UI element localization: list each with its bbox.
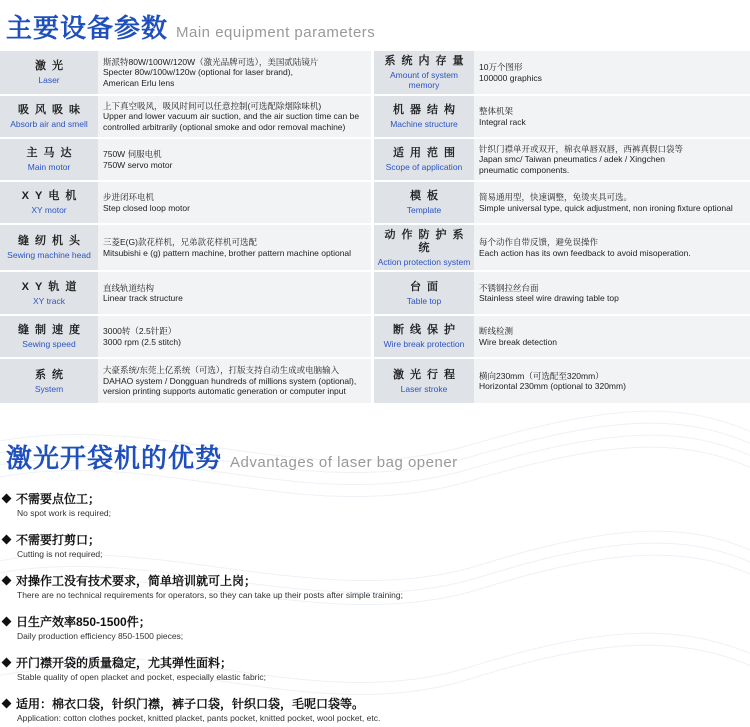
param-value-line: 断线检测 (479, 326, 514, 336)
param-value-line: 上下真空吸风，吸风时间可以任意控制(可选配除烟除味机) (103, 100, 322, 111)
param-label-cn: 动作防护系统 (384, 228, 470, 254)
advantage-title-text: 开门襟开袋的质量稳定，尤其弹性面料； (16, 656, 233, 670)
advantage-title (3, 654, 232, 671)
param-label-cn: XY电机 (21, 190, 83, 202)
param-label-cn: 系统 (35, 368, 69, 381)
param-label-right (374, 182, 474, 225)
param-value-right (474, 96, 750, 139)
param-value-line: Stainless steel wire drawing table top (479, 293, 619, 303)
param-value-line: Upper and lower vacuum air suction, and the air suction time can be (103, 111, 360, 122)
param-label-cn: 模板 (410, 190, 444, 202)
advantage-description: Cutting is not required; (17, 549, 103, 559)
param-value-line: 针织门襟单开或双开，棉衣单唇双唇，西裤真假口袋等 (479, 143, 684, 154)
param-label-cn: 吸风吸味 (18, 104, 86, 116)
param-value-line: Integral rack (479, 116, 526, 127)
param-value-right (474, 316, 750, 359)
param-value-line: Japan smc/ Taiwan pneumatics / adek / Xingchen (479, 154, 666, 165)
advantages-subtitle: Advantages of laser bag opener (230, 454, 458, 471)
advantage-title-text: 不需要打剪口； (16, 533, 101, 547)
param-label-cn: 激光行程 (393, 368, 461, 381)
param-label-cn: 缝纫机头 (18, 235, 86, 247)
param-label-right (374, 225, 474, 272)
param-label-en: Scope of application (385, 162, 463, 172)
param-value-line: version printing supports automatic generation or computer input (103, 386, 346, 397)
param-label-en: Machine structure (390, 119, 458, 129)
param-label-left (0, 272, 98, 316)
param-value-line: 750W servo motor (103, 159, 173, 170)
advantages-section-header (6, 438, 458, 478)
param-value-line: Each action has its own feedback to avoid misoperation. (479, 247, 691, 258)
advantage-title (3, 613, 151, 630)
param-label-right (374, 359, 474, 405)
param-value-left (98, 359, 374, 405)
parameters-section-header (6, 8, 375, 48)
param-value-line: Wire break detection (479, 336, 557, 347)
advantages-title: 激光开袋机的优势 (6, 443, 223, 473)
param-value-line: Mitsubishi e (g) pattern machine, brother pattern machine optional (103, 247, 352, 258)
param-label-right (374, 272, 474, 316)
param-label-cn: 缝制速度 (18, 324, 86, 336)
param-value-right (474, 51, 750, 96)
advantage-description: Stable quality of open placket and pocket, especially elastic fabric; (17, 672, 267, 682)
param-value-left (98, 316, 374, 359)
param-value-line: 3000转（2.5针距） (103, 326, 177, 336)
diamond-bullet-icon (2, 658, 12, 668)
param-label-cn: 台面 (410, 280, 444, 293)
param-label-en: Laser stroke (400, 383, 448, 394)
param-label-cn: 适用范围 (393, 147, 461, 159)
param-label-left (0, 96, 98, 139)
param-value-line: Specter 80w/100w/120w (optional for laser brand), (103, 67, 293, 78)
param-label-en: Wire break protection (383, 339, 465, 349)
advantage-description: Application: cotton clothes pocket, knitted placket, pants pocket, knitted pocket, wool pocket, etc. (17, 713, 381, 723)
advantage-title-text: 不需要点位工； (16, 492, 101, 506)
param-value-left (98, 139, 374, 182)
diamond-bullet-icon (2, 617, 12, 627)
advantage-description: There are no technical requirements for operators, so they can take up their posts after simple training; (17, 590, 404, 600)
param-label-en: Main motor (27, 162, 71, 172)
param-value-line: 三菱E(G)款花样机，兄弟款花样机可选配 (103, 237, 257, 247)
param-label-left (0, 225, 98, 272)
param-value-line: Step closed loop motor (103, 202, 190, 213)
param-label-left (0, 182, 98, 225)
param-label-left (0, 359, 98, 405)
param-label-right (374, 316, 474, 359)
parameters-table (0, 51, 750, 405)
param-value-line: Horizontal 230mm (optional to 320mm) (479, 381, 626, 391)
advantage-description: No spot work is required; (17, 508, 112, 518)
param-value-line: 100000 graphics (479, 72, 542, 83)
param-value-line: Linear track structure (103, 293, 183, 303)
param-label-en: Table top (406, 295, 442, 306)
advantage-title-text: 适用：棉衣口袋，针织门襟，裤子口袋，针织口袋，毛呢口袋等。 (16, 697, 365, 711)
param-value-left (98, 182, 374, 225)
advantage-title-text: 对操作工没有技术要求，简单培训就可上岗； (16, 574, 257, 588)
param-value-right (474, 182, 750, 225)
param-label-en: Action protection system (377, 256, 471, 267)
param-label-en: Sewing machine head (7, 250, 91, 260)
param-value-line: 不锈钢拉丝台面 (479, 282, 539, 293)
param-value-line: Simple universal type, quick adjustment, non ironing fixture optional (479, 202, 733, 213)
param-value-line: 10万个图形 (479, 62, 523, 72)
advantage-title (3, 572, 256, 589)
param-label-en: Laser (38, 75, 60, 85)
advantage-title-text: 日生产效率850-1500件； (16, 615, 151, 629)
param-value-right (474, 272, 750, 316)
param-label-cn: 机器结构 (393, 104, 461, 116)
advantage-title (3, 531, 100, 548)
param-value-left (98, 96, 374, 139)
param-label-left (0, 316, 98, 359)
param-value-line: 750W 伺服电机 (103, 149, 162, 159)
param-value-line: 横向230mm（可选配至320mm） (479, 370, 604, 381)
advantage-title (3, 695, 364, 712)
param-label-right (374, 51, 474, 96)
param-value-line: 简易通用型，快速调整，免烫夹具可选。 (479, 192, 633, 202)
param-label-en: Amount of system memory (389, 70, 459, 90)
param-value-right (474, 139, 750, 182)
param-value-line: 斯派特80W/100W/120W（激光品牌可选），美国贰陆镜片 (103, 56, 319, 67)
param-value-line: American Erlu lens (103, 77, 175, 88)
param-value-right (474, 359, 750, 405)
param-label-cn: 激光 (35, 60, 69, 72)
param-value-line: DAHAO system / Dongguan hundreds of millions system (optional), (103, 375, 357, 386)
diamond-bullet-icon (2, 535, 12, 545)
param-label-en: Absorb air and smell (10, 119, 88, 129)
param-label-cn: 主马达 (26, 147, 78, 159)
param-label-en: XY track (33, 295, 65, 306)
param-label-en: System (34, 383, 64, 394)
param-value-line: 步进闭环电机 (103, 192, 155, 202)
diamond-bullet-icon (2, 576, 12, 586)
parameters-subtitle: Main equipment parameters (176, 24, 376, 41)
param-label-en: Template (406, 205, 442, 215)
param-value-line: 大豪系统/东莞上亿系统（可选），打版支持自动生成或电脑输入 (103, 365, 340, 376)
param-value-line: 每个动作自带反馈，避免误操作 (479, 237, 599, 247)
param-value-left (98, 51, 374, 96)
param-value-line: 直线轨道结构 (103, 282, 155, 293)
param-value-left (98, 272, 374, 316)
param-label-cn: XY轨道 (21, 280, 83, 293)
param-value-line: 3000 rpm (2.5 stitch) (103, 336, 181, 347)
diamond-bullet-icon (2, 699, 12, 709)
param-label-right (374, 139, 474, 182)
param-label-cn: 断线保护 (393, 324, 461, 336)
advantage-title (3, 490, 100, 507)
param-label-cn: 系统内存量 (384, 55, 470, 67)
advantage-description: Daily production efficiency 850-1500 pieces; (17, 631, 184, 641)
param-label-left (0, 51, 98, 96)
diamond-bullet-icon (2, 494, 12, 504)
param-label-left (0, 139, 98, 182)
parameters-title: 主要设备参数 (6, 13, 169, 43)
param-value-line: 整体机架 (479, 106, 514, 116)
param-value-left (98, 225, 374, 272)
param-label-en: Sewing speed (22, 339, 76, 349)
param-label-right (374, 96, 474, 139)
param-value-right (474, 225, 750, 272)
param-value-line: pneumatic components. (479, 164, 570, 175)
param-value-line: controlled arbitrarily (optional smoke and odor removal machine) (103, 121, 346, 132)
param-label-en: XY motor (31, 205, 67, 215)
